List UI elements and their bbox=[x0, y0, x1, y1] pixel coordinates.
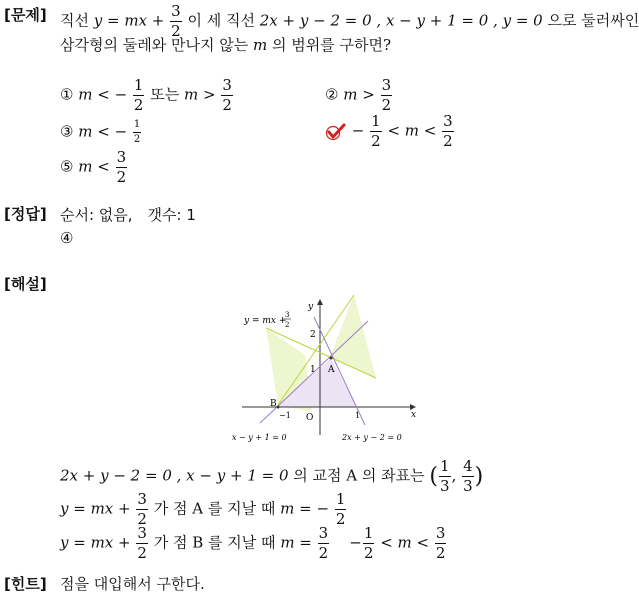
fraction: $\frac{3}{2}$ bbox=[435, 526, 447, 561]
fraction: $\frac{3}{2}$ bbox=[170, 4, 182, 39]
choice-5[interactable] bbox=[60, 150, 128, 185]
problem-line-2 bbox=[60, 34, 391, 55]
section-answer: [정답] bbox=[4, 203, 47, 224]
choice-2[interactable] bbox=[325, 78, 393, 113]
curve-label: y = mx + bbox=[243, 316, 286, 326]
section-problem: [문제] bbox=[4, 4, 47, 25]
fraction: $\frac{3}{2}$ bbox=[116, 150, 128, 185]
fraction: $\frac{3}{2}$ bbox=[318, 526, 330, 561]
choice-text: m < bbox=[78, 158, 110, 176]
fraction: $\frac{3}{2}$ bbox=[136, 526, 148, 561]
check-mark-icon bbox=[325, 123, 347, 141]
problem-text: 이 세 직선 bbox=[187, 12, 255, 30]
tick-label-1: 1 bbox=[310, 365, 316, 375]
solution-equation: m = − bbox=[280, 500, 329, 518]
fraction: $\frac{1}{2}$ bbox=[363, 526, 375, 561]
point-a bbox=[330, 357, 333, 360]
problem-text: 의 범위를 구하면? bbox=[272, 36, 391, 54]
choice-text: m > bbox=[184, 86, 216, 104]
choice-1[interactable] bbox=[60, 78, 234, 113]
problem-text: 삼각형의 둘레와 만나지 않는 bbox=[60, 36, 248, 54]
paren-close: ) bbox=[475, 464, 484, 489]
solution-text: 의 교점 A 의 좌표는 bbox=[293, 467, 424, 485]
solution-graph bbox=[230, 295, 420, 445]
solution-equation: y = mx + bbox=[60, 534, 131, 552]
solution-line-1: 2x + y − 2 = 0 , x − y + 1 = 0 의 교점 A 의 좌표는 ( $\frac{1}{3}$ , $\frac{4}{3}$ ) bbox=[60, 459, 483, 494]
fraction: $\frac{1}{2}$ bbox=[370, 114, 382, 149]
problem-text: 직선 bbox=[60, 12, 89, 30]
tick-label-minus-1: −1 bbox=[279, 411, 291, 420]
answer-meta: 순서: 없음, 갯수: 1 bbox=[60, 204, 196, 225]
solution-line-3 bbox=[60, 526, 447, 561]
y-axis-arrow-icon bbox=[317, 299, 323, 305]
point-a-label: A bbox=[327, 365, 335, 375]
choice-marker: ② bbox=[325, 86, 338, 104]
fraction: $\frac{1}{3}$ bbox=[439, 459, 451, 494]
solution-text: 가 점 A 를 지날 때 bbox=[154, 500, 276, 518]
choice-marker: ① bbox=[60, 86, 73, 104]
choice-text: 또는 bbox=[150, 86, 179, 104]
choice-marker: ③ bbox=[60, 123, 73, 141]
choice-text: m > bbox=[343, 86, 375, 104]
curve-label-den: 2 bbox=[285, 321, 289, 329]
choice-text: − bbox=[352, 122, 365, 140]
tick-label-plus-1: 1 bbox=[355, 411, 360, 420]
problem-equation: y = mx + bbox=[94, 12, 165, 30]
line-label-2: 2x + y − 2 = 0 bbox=[341, 433, 402, 442]
section-hint: [힌트] bbox=[4, 573, 47, 594]
paren-open: ( bbox=[429, 464, 438, 489]
problem-text: 으로 둘러싸인 bbox=[548, 12, 639, 30]
fraction: $\frac{1}{2}$ bbox=[335, 492, 347, 527]
choice-marker: ⑤ bbox=[60, 158, 73, 176]
line-label-1: x − y + 1 = 0 bbox=[232, 433, 287, 442]
solution-text: 가 점 B 를 지날 때 bbox=[154, 534, 276, 552]
y-axis-label: y bbox=[307, 302, 314, 312]
fraction: $\frac{3}{2}$ bbox=[381, 78, 393, 113]
choice-4[interactable] bbox=[325, 114, 455, 149]
solution-line-2 bbox=[60, 492, 347, 527]
origin-label: O bbox=[306, 413, 313, 423]
fraction: $\frac{3}{2}$ bbox=[136, 492, 148, 527]
fraction: $\frac{1}{2}$ bbox=[133, 78, 145, 113]
problem-variable: m bbox=[253, 36, 267, 54]
fraction: $\frac{1}{2}$ bbox=[133, 120, 141, 145]
curve-label-num: 3 bbox=[285, 311, 289, 319]
fraction: $\frac{3}{2}$ bbox=[442, 114, 454, 149]
tick-label-2: 2 bbox=[310, 330, 316, 340]
problem-equation: 2x + y − 2 = 0 , x − y + 1 = 0 , y = 0 bbox=[260, 12, 543, 30]
answer-value: ④ bbox=[60, 229, 73, 247]
solution-equation: 2x + y − 2 = 0 , x − y + 1 = 0 bbox=[60, 467, 289, 485]
point-b-label: B bbox=[270, 399, 277, 409]
section-solution: [해설] bbox=[4, 273, 47, 294]
solution-equation: m = bbox=[280, 534, 312, 552]
solution-equation: − bbox=[349, 534, 362, 552]
solution-equation: < m < bbox=[380, 534, 429, 552]
solution-equation: y = mx + bbox=[60, 500, 131, 518]
choice-3[interactable] bbox=[60, 120, 142, 145]
x-axis-label: x bbox=[411, 410, 416, 420]
hint-text: 점을 대입해서 구한다. bbox=[60, 573, 205, 594]
fraction: $\frac{4}{3}$ bbox=[462, 459, 474, 494]
choice-text: m < − bbox=[78, 123, 127, 141]
fraction: $\frac{3}{2}$ bbox=[221, 78, 233, 113]
point-b bbox=[277, 406, 280, 409]
choice-text: < m < bbox=[387, 122, 436, 140]
choice-text: m < − bbox=[78, 86, 127, 104]
